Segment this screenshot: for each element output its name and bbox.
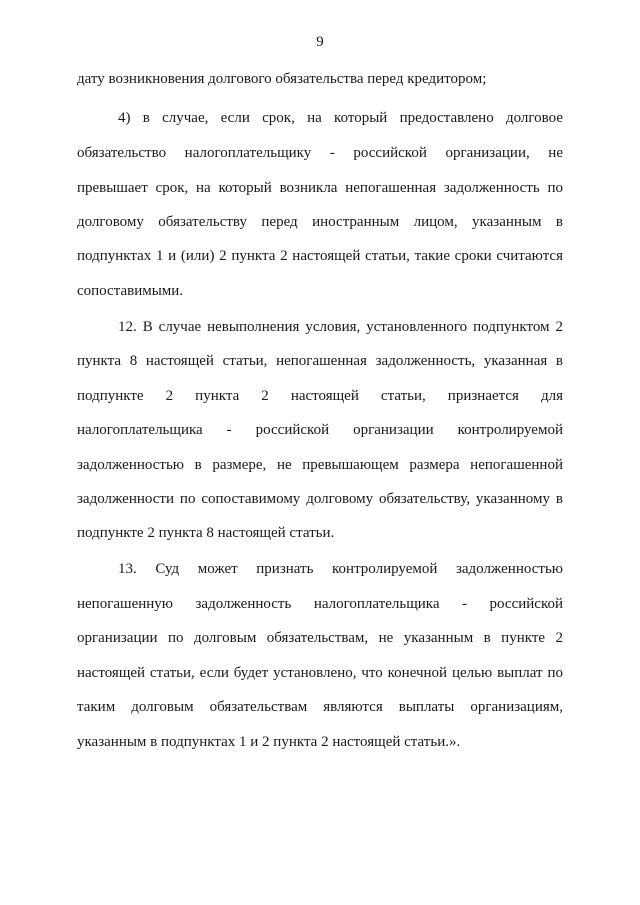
text-line: обязательство налогоплательщику - российской организации, не — [77, 145, 563, 161]
text-line: подпунктах 1 и (или) 2 пункта 2 настоящей статьи, такие сроки считаются — [77, 248, 563, 264]
text-line: организации по долговым обязательствам, не указанным в пункте 2 — [77, 630, 563, 646]
text-line: налогоплательщика - российской организации контролируемой — [77, 422, 563, 438]
text-line: превышает срок, на который возникла непогашенная задолженность по — [77, 180, 563, 196]
text-line: 13. Суд может признать контролируемой задолженностью — [118, 561, 563, 577]
text-line: задолженности по сопоставимому долговому обязательству, указанному в — [77, 491, 563, 507]
text-line: настоящей статьи, если будет установлено, что конечной целью выплат по — [77, 665, 563, 681]
text-line: указанным в подпунктах 1 и 2 пункта 2 настоящей статьи.». — [77, 734, 461, 750]
text-line: пункта 8 настоящей статьи, непогашенная задолженность, указанная в — [77, 353, 563, 369]
text-line: задолженностью в размере, не превышающем размера непогашенной — [77, 457, 563, 473]
text-line: дату возникновения долгового обязательства перед кредитором; — [77, 71, 487, 87]
page-number: 9 — [316, 34, 324, 50]
text-line: подпункте 2 пункта 2 настоящей статьи, признается для — [77, 388, 563, 404]
text-line: непогашенную задолженность налогоплательщика - российской — [77, 596, 563, 612]
text-line: долговому обязательству перед иностранным лицом, указанным в — [77, 214, 563, 230]
text-line: 4) в случае, если срок, на который предоставлено долговое — [118, 110, 563, 126]
text-line: 12. В случае невыполнения условия, установленного подпунктом 2 — [118, 319, 563, 335]
text-line: таким долговым обязательствам являются выплаты организациям, — [77, 699, 563, 715]
text-line: подпункте 2 пункта 8 настоящей статьи. — [77, 525, 335, 541]
text-line: сопоставимыми. — [77, 283, 184, 299]
